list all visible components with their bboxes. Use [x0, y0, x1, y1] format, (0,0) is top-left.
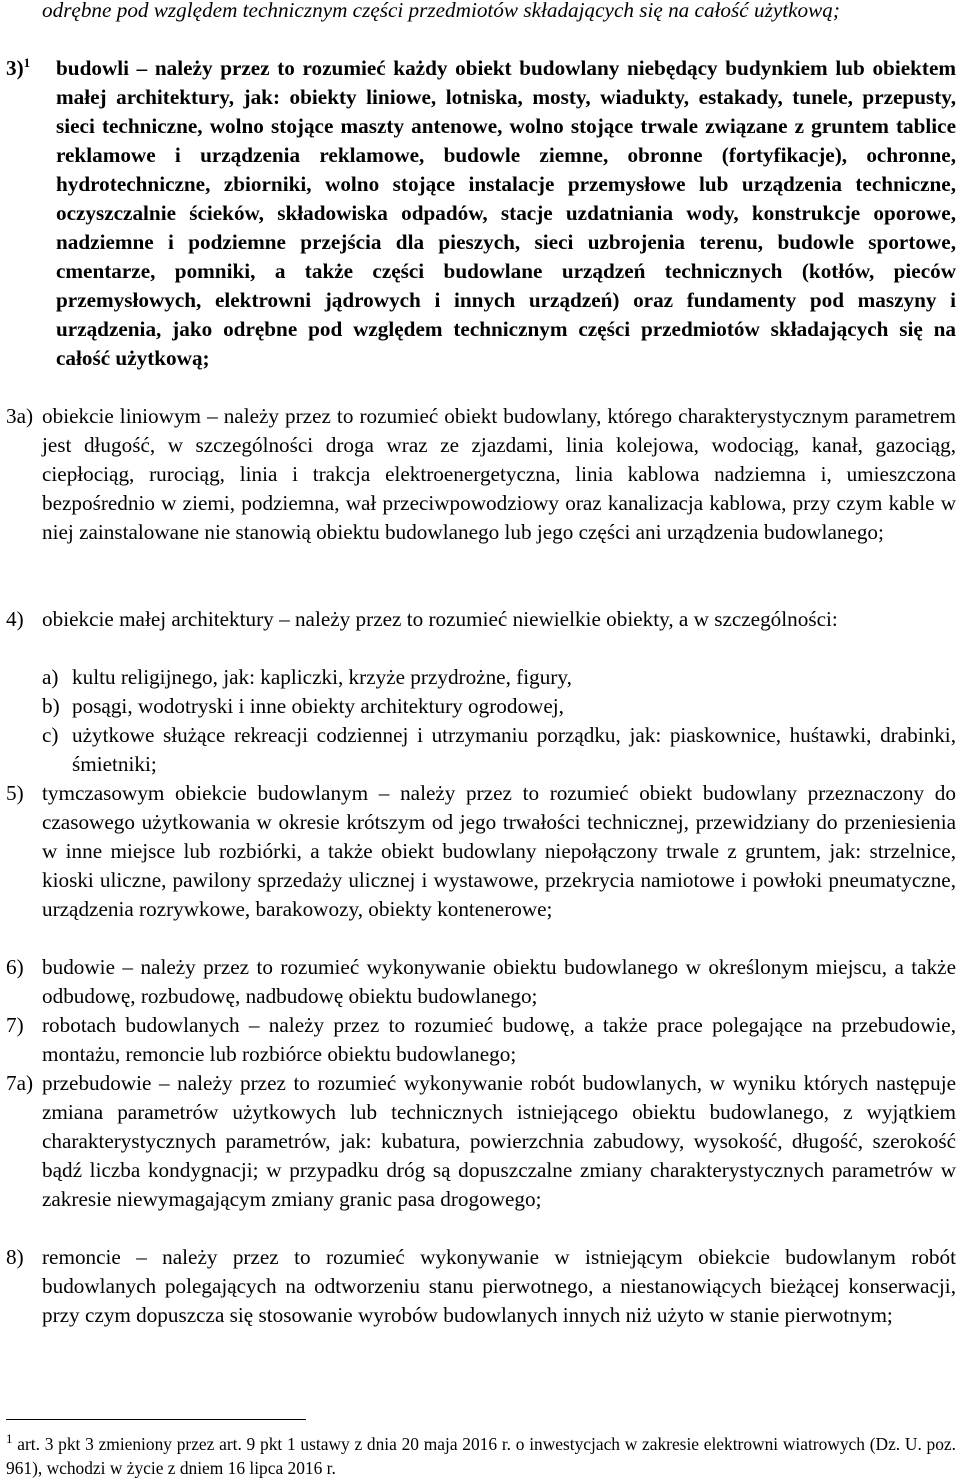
- subitem-text: użytkowe służące rekreacji codziennej i utrzymaniu porządku, jak: piaskownice, huśtawki, drabinki, śmietniki;: [72, 723, 956, 776]
- definition-item-5: [6, 779, 956, 924]
- subitem-letter: b): [42, 694, 60, 718]
- item-number: 6): [6, 955, 24, 979]
- item-number: 7a): [6, 1071, 34, 1095]
- subitem-text: kultu religijnego, jak: kapliczki, krzyże przydrożne, figury,: [72, 665, 572, 689]
- item-text: remoncie – należy przez to rozumieć wykonywanie w istniejącym obiekcie budowlanym robót budowlanych polegających na odtworzeniu stanu pierwotnego, a niestanowiących bieżącej konserwacji, przy czym dopuszcza się stosowanie wyrobów budowlanych innych niż użyto w stanie pierwotnym;: [42, 1245, 956, 1327]
- footnote: [6, 1432, 956, 1480]
- footnote-marker: 1: [6, 1431, 13, 1447]
- definition-item-4: [6, 605, 956, 634]
- subitem-letter: c): [42, 723, 59, 747]
- item-text: budowie – należy przez to rozumieć wykonywanie obiektu budowlanego w określonym miejscu, a także odbudowę, rozbudowę, nadbudowę obiektu budowlanego;: [42, 955, 956, 1008]
- subitem-text: posągi, wodotryski i inne obiekty architektury ogrodowej,: [72, 694, 564, 718]
- subitem-b: [42, 692, 956, 721]
- item-number: 7): [6, 1013, 24, 1037]
- item-number: 5): [6, 781, 24, 805]
- definition-item-6: [6, 953, 956, 1011]
- item-number: 3a): [6, 404, 34, 428]
- item-number: 4): [6, 607, 24, 631]
- definition-item-7: [6, 1011, 956, 1069]
- footnote-separator: [6, 1419, 306, 1420]
- item-text: robotach budowlanych – należy przez to rozumieć budowę, a także prace polegające na przebudowie, montażu, remoncie lub rozbiórce obiektu budowlanego;: [42, 1013, 956, 1066]
- definition-item-3: [6, 54, 956, 373]
- continued-italic-paragraph: [42, 0, 956, 25]
- definition-item-3a: [6, 402, 956, 547]
- definition-item-7a: [6, 1069, 956, 1214]
- item-text: obiekcie małej architektury – należy przez to rozumieć niewielkie obiekty, a w szczególności:: [42, 607, 838, 631]
- continued-italic-text: odrębne pod względem technicznym części przedmiotów składających się na całość użytkową;: [42, 0, 840, 22]
- item-text: tymczasowym obiekcie budowlanym – należy przez to rozumieć obiekt budowlany przeznaczony do czasowego użytkowania w okresie krótszym od jego trwałości technicznej, przewidziany do przeniesienia w inne miejsce lub rozbiórki, a także obiekt budowlany niepołączony trwale z gruntem, jak: strzelnice, kioski uliczne, pawilony sprzedaży ulicznej i wystawowe, przekrycia namiotowe i powłoki pneumatyczne, urządzenia rozrywkowe, barakowozy, obiekty kontenerowe;: [42, 781, 956, 921]
- subitem-a: [42, 663, 956, 692]
- item-text: obiekcie liniowym – należy przez to rozumieć obiekt budowlany, którego charakterystycznym parametrem jest długość, w szczególności droga wraz ze zjazdami, linia kolejowa, wodociąg, kanał, gazociąg, ciepłociąg, rurociąg, linia i trakcja elektroenergetyczna, linia kablowa nadziemna i, umieszczona bezpośrednio w ziemi, podziemna, wał przeciwpowodziowy oraz kanalizacja kablowa, przy czym kable w niej zainstalowane nie stanowią obiektu budowlanego lub jego części ani urządzenia budowlanego;: [42, 404, 956, 544]
- subitem-letter: a): [42, 665, 59, 689]
- item-text: budowli – należy przez to rozumieć każdy obiekt budowlany niebędący budynkiem lub obiektem małej architektury, jak: obiekty liniowe, lotniska, mosty, wiadukty, estakady, tunele, przepusty, sieci techniczne, wolno stojące maszty antenowe, wolno stojące trwale związane z gruntem tablice reklamowe i urządzenia reklamowe, budowle ziemne, obronne (fortyfikacje), ochronne, hydrotechniczne, zbiorniki, wolno stojące instalacje przemysłowe lub urządzenia techniczne, oczyszczalnie ścieków, składowiska odpadów, stacje uzdatniania wody, konstrukcje oporowe, nadziemne i podziemne przejścia dla pieszych, sieci uzbrojenia terenu, budowle sportowe, cmentarze, pomniki, a także części budowlane urządzeń technicznych (kotłów, pieców przemysłowych, elektrowni jądrowych i innych urządzeń) oraz fundamenty pod maszyny i urządzenia, jako odrębne pod względem technicznym części przedmiotów składających się na całość użytkową;: [56, 56, 956, 370]
- item-text: przebudowie – należy przez to rozumieć wykonywanie robót budowlanych, w wyniku których następuje zmiana parametrów użytkowych lub technicznych istniejącego obiektu budowlanego, z wyjątkiem charakterystycznych parametrów, jak: kubatura, powierzchnia zabudowy, wysokość, długość, szerokość bądź liczba kondygnacji; w przypadku dróg są dopuszczalne zmiany charakterystycznych parametrów w zakresie niewymagającym zmiany granic pasa drogowego;: [42, 1071, 956, 1211]
- item-number: 8): [6, 1245, 24, 1269]
- item-number: 3)$^1$: [6, 54, 31, 80]
- footnote-text: art. 3 pkt 3 zmieniony przez art. 9 pkt 1 ustawy z dnia 20 maja 2016 r. o inwestycjach w zakresie elektrowni wiatrowych (Dz. U. poz. 961), wchodzi w życie z dniem 16 lipca 2016 r.: [6, 1434, 956, 1478]
- footnote-ref: 1: [23, 54, 31, 70]
- subitem-c: [42, 721, 956, 779]
- definition-item-8: [6, 1243, 956, 1330]
